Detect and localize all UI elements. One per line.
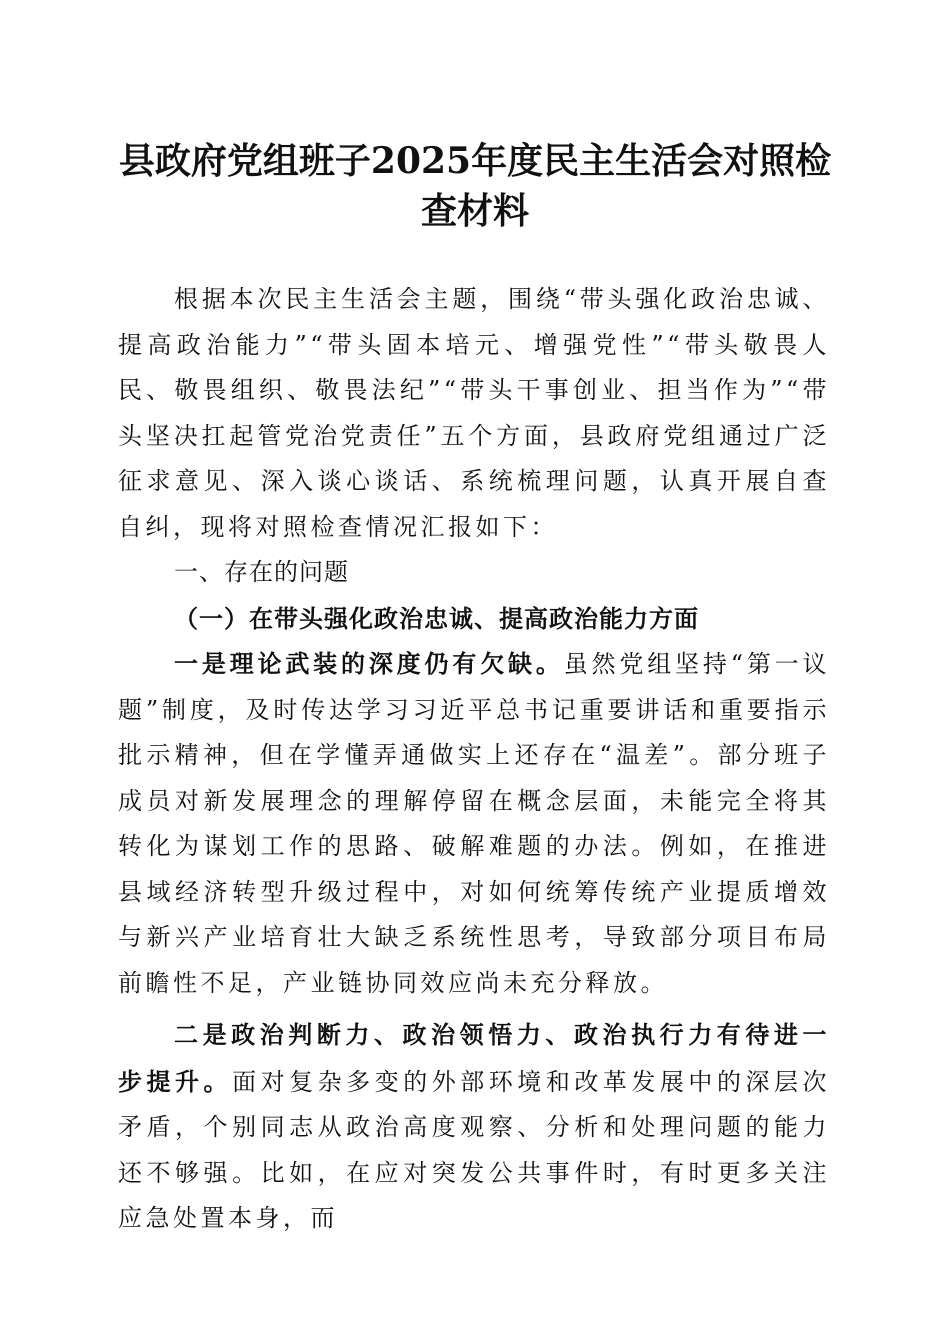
intro-paragraph: 根据本次民主生活会主题，围绕“带头强化政治忠诚、提高政治能力”“带头固本培元、增强党性”“带头敬畏人民、敬畏组织、敬畏法纪”“带头干事创业、担当作为”“带头坚决扛起管党治党责任”五个方面，县政府党组通过广泛征求意见、深入谈心谈话、系统梳理问题，认真开展自查自纠，现将对照检查情况汇报如下： xyxy=(118,285,830,541)
point-one-paragraph xyxy=(118,641,830,1006)
subsection-heading-political-loyalty: （一）在带头强化政治忠诚、提高政治能力方面 xyxy=(174,603,699,633)
document-body xyxy=(118,277,830,1242)
point-two-text: 面对复杂多变的外部环境和改革发展中的深层次矛盾，个别同志从政治高度观察、分析和处理问题的能力还不够强。比如，在应对突发公共事件时，有时更多关注应急处置本身，而 xyxy=(118,1067,831,1232)
point-one-lead: 一是理论武装的深度仍有欠缺。 xyxy=(174,649,564,678)
document-title: 县政府党组班子2025年度民主生活会对照检查材料 xyxy=(118,140,832,232)
section-heading-problems: 一、存在的问题 xyxy=(174,558,349,586)
point-two-paragraph xyxy=(118,1012,830,1242)
point-one-text: 虽然党组坚持“第一议题”制度，及时传达学习习近平总书记重要讲话和重要指示批示精神，但在学懂弄通做实上还存在“温差”。部分班子成员对新发展理念的理解停留在概念层面，未能完全将其转化为谋划工作的思路、破解难题的办法。例如，在推进县域经济转型升级过程中，对如何统筹传统产业提质增效与新兴产业培育壮大缺乏系统性思考，导致部分项目布局前瞻性不足，产业链协同效应尚未充分释放。 xyxy=(118,650,830,997)
point-two-lead: 二是政治判断力、政治领悟力、政治执行力有待进一步提升。 xyxy=(118,1020,830,1096)
